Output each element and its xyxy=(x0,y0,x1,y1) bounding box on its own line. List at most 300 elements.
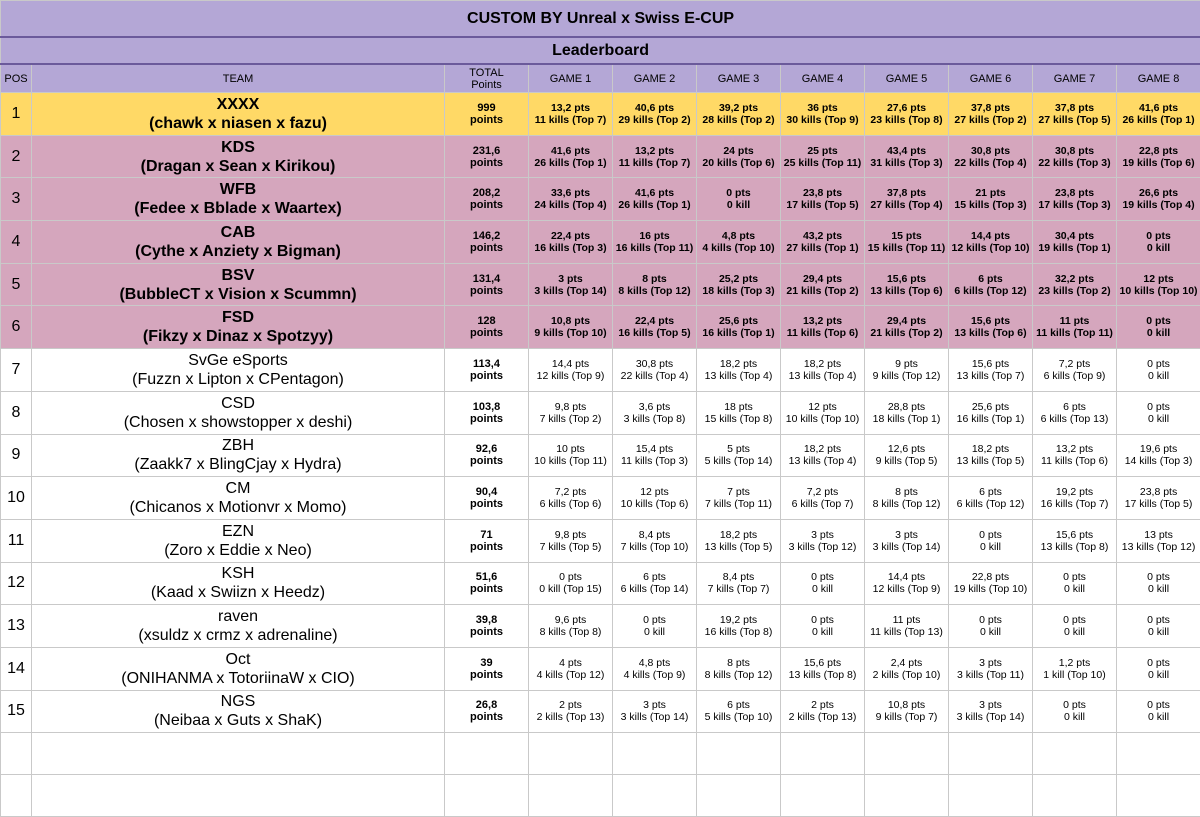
team-cell[interactable] xyxy=(32,562,445,605)
game-6-cell[interactable] xyxy=(949,477,1033,520)
game-4-cell[interactable] xyxy=(781,263,865,306)
game-8-cell[interactable] xyxy=(1117,306,1200,349)
game-kills: 0 kill xyxy=(1117,327,1200,339)
game-kills: 11 kills (Top 13) xyxy=(865,626,948,638)
game-6-cell[interactable] xyxy=(949,647,1033,690)
game-points: 6 pts xyxy=(613,571,696,583)
game-kills: 0 kill xyxy=(1117,370,1200,382)
header-total[interactable] xyxy=(445,64,529,93)
empty-cell[interactable] xyxy=(445,733,529,775)
total-points-cell[interactable] xyxy=(445,93,529,136)
game-6-cell[interactable] xyxy=(949,221,1033,264)
team-cell[interactable] xyxy=(32,178,445,221)
game-1-cell[interactable] xyxy=(529,647,613,690)
game-6-cell[interactable] xyxy=(949,519,1033,562)
game-3-cell[interactable] xyxy=(697,93,781,136)
game-6-cell[interactable] xyxy=(949,605,1033,648)
game-2-cell[interactable] xyxy=(613,221,697,264)
game-points: 15,6 pts xyxy=(1033,529,1116,541)
game-6-cell[interactable] xyxy=(949,349,1033,392)
game-4-cell[interactable] xyxy=(781,434,865,477)
game-4-cell[interactable] xyxy=(781,519,865,562)
empty-cell[interactable] xyxy=(1033,775,1117,817)
game-1-cell[interactable] xyxy=(529,221,613,264)
game-7-cell[interactable] xyxy=(1033,178,1117,221)
leaderboard-row xyxy=(1,306,1200,349)
header-game-5[interactable]: GAME 5 xyxy=(865,64,949,93)
game-2-cell[interactable] xyxy=(613,647,697,690)
game-6-cell[interactable] xyxy=(949,562,1033,605)
total-points-cell[interactable] xyxy=(445,434,529,477)
header-game-1[interactable]: GAME 1 xyxy=(529,64,613,93)
game-points: 9 pts xyxy=(865,358,948,370)
game-3-cell[interactable] xyxy=(697,605,781,648)
game-points: 10 pts xyxy=(529,443,612,455)
game-4-cell[interactable] xyxy=(781,647,865,690)
position-cell[interactable]: 2 xyxy=(1,135,32,178)
game-3-cell[interactable] xyxy=(697,349,781,392)
game-kills: 22 kills (Top 4) xyxy=(613,370,696,382)
game-kills: 0 kill xyxy=(1033,626,1116,638)
empty-cell[interactable] xyxy=(1,733,32,775)
leaderboard-row xyxy=(1,647,1200,690)
game-points: 0 pts xyxy=(1117,614,1200,626)
game-kills: 16 kills (Top 7) xyxy=(1033,498,1116,510)
game-5-cell[interactable] xyxy=(865,477,949,520)
header-game-4[interactable]: GAME 4 xyxy=(781,64,865,93)
team-cell[interactable] xyxy=(32,519,445,562)
leaderboard-row xyxy=(1,690,1200,733)
game-kills: 1 kill (Top 10) xyxy=(1033,669,1116,681)
game-3-cell[interactable] xyxy=(697,434,781,477)
total-points-value: 131,4 xyxy=(445,273,528,285)
game-points: 0 pts xyxy=(1117,401,1200,413)
game-3-cell[interactable] xyxy=(697,519,781,562)
game-points: 12 pts xyxy=(613,486,696,498)
team-name: FSD xyxy=(32,308,444,327)
game-points: 30,8 pts xyxy=(613,358,696,370)
game-points: 10,8 pts xyxy=(865,699,948,711)
game-2-cell[interactable] xyxy=(613,391,697,434)
empty-cell[interactable] xyxy=(613,733,697,775)
game-points: 9,6 pts xyxy=(529,614,612,626)
game-kills: 4 kills (Top 10) xyxy=(697,242,780,254)
game-4-cell[interactable] xyxy=(781,605,865,648)
header-game-6[interactable]: GAME 6 xyxy=(949,64,1033,93)
game-3-cell[interactable] xyxy=(697,391,781,434)
game-8-cell[interactable] xyxy=(1117,519,1200,562)
game-kills: 3 kills (Top 8) xyxy=(613,413,696,425)
team-name: XXXX xyxy=(32,95,444,114)
position-cell[interactable]: 3 xyxy=(1,178,32,221)
total-points-cell[interactable] xyxy=(445,178,529,221)
game-kills: 21 kills (Top 2) xyxy=(865,327,948,339)
total-points-value: 90,4 xyxy=(445,486,528,498)
game-6-cell[interactable] xyxy=(949,178,1033,221)
game-7-cell[interactable] xyxy=(1033,349,1117,392)
game-kills: 7 kills (Top 7) xyxy=(697,583,780,595)
game-8-cell[interactable] xyxy=(1117,562,1200,605)
total-points-cell[interactable] xyxy=(445,690,529,733)
game-3-cell[interactable] xyxy=(697,135,781,178)
game-3-cell[interactable] xyxy=(697,221,781,264)
team-cell[interactable] xyxy=(32,391,445,434)
leaderboard-row xyxy=(1,391,1200,434)
total-points-cell[interactable] xyxy=(445,647,529,690)
game-3-cell[interactable] xyxy=(697,562,781,605)
game-5-cell[interactable] xyxy=(865,391,949,434)
game-2-cell[interactable] xyxy=(613,306,697,349)
game-points: 6 pts xyxy=(949,486,1032,498)
team-cell[interactable] xyxy=(32,690,445,733)
game-2-cell[interactable] xyxy=(613,135,697,178)
game-points: 9,8 pts xyxy=(529,401,612,413)
empty-cell[interactable] xyxy=(697,733,781,775)
game-1-cell[interactable] xyxy=(529,519,613,562)
total-points-cell[interactable] xyxy=(445,306,529,349)
team-cell[interactable] xyxy=(32,93,445,136)
game-kills: 0 kill xyxy=(697,199,780,211)
team-cell[interactable] xyxy=(32,135,445,178)
game-5-cell[interactable] xyxy=(865,434,949,477)
game-kills: 7 kills (Top 2) xyxy=(529,413,612,425)
empty-cell[interactable] xyxy=(1117,733,1200,775)
game-8-cell[interactable] xyxy=(1117,135,1200,178)
team-cell[interactable] xyxy=(32,434,445,477)
game-points: 23,8 pts xyxy=(1033,187,1116,199)
game-8-cell[interactable] xyxy=(1117,391,1200,434)
game-1-cell[interactable] xyxy=(529,93,613,136)
game-8-cell[interactable] xyxy=(1117,690,1200,733)
position-cell[interactable]: 1 xyxy=(1,93,32,136)
game-points: 14,4 pts xyxy=(865,571,948,583)
empty-cell[interactable] xyxy=(32,775,445,817)
game-points: 8,4 pts xyxy=(613,529,696,541)
game-5-cell[interactable] xyxy=(865,690,949,733)
total-points-cell[interactable] xyxy=(445,562,529,605)
game-5-cell[interactable] xyxy=(865,178,949,221)
team-players: (BubbleCT x Vision x Scummn) xyxy=(32,285,444,304)
game-2-cell[interactable] xyxy=(613,562,697,605)
game-8-cell[interactable] xyxy=(1117,349,1200,392)
game-points: 0 pts xyxy=(1033,614,1116,626)
total-points-cell[interactable] xyxy=(445,477,529,520)
game-1-cell[interactable] xyxy=(529,690,613,733)
game-4-cell[interactable] xyxy=(781,562,865,605)
game-8-cell[interactable] xyxy=(1117,605,1200,648)
game-5-cell[interactable] xyxy=(865,93,949,136)
game-kills: 10 kills (Top 10) xyxy=(1117,285,1200,297)
position-cell[interactable]: 10 xyxy=(1,477,32,520)
sheet-title-cell[interactable] xyxy=(1,1,1200,38)
game-5-cell[interactable] xyxy=(865,135,949,178)
game-points: 9,8 pts xyxy=(529,529,612,541)
empty-cell[interactable] xyxy=(1033,733,1117,775)
game-6-cell[interactable] xyxy=(949,93,1033,136)
total-points-cell[interactable] xyxy=(445,135,529,178)
position-cell[interactable]: 5 xyxy=(1,263,32,306)
game-points: 43,4 pts xyxy=(865,145,948,157)
game-points: 0 pts xyxy=(1117,358,1200,370)
game-kills: 16 kills (Top 8) xyxy=(697,626,780,638)
game-points: 3 pts xyxy=(613,699,696,711)
header-game-7[interactable]: GAME 7 xyxy=(1033,64,1117,93)
game-points: 13,2 pts xyxy=(613,145,696,157)
game-points: 0 pts xyxy=(1033,571,1116,583)
game-7-cell[interactable] xyxy=(1033,391,1117,434)
total-points-cell[interactable] xyxy=(445,221,529,264)
position-cell[interactable]: 13 xyxy=(1,605,32,648)
game-4-cell[interactable] xyxy=(781,477,865,520)
game-points: 13 pts xyxy=(1117,529,1200,541)
game-points: 18,2 pts xyxy=(949,443,1032,455)
game-6-cell[interactable] xyxy=(949,690,1033,733)
game-5-cell[interactable] xyxy=(865,263,949,306)
game-5-cell[interactable] xyxy=(865,349,949,392)
game-kills: 22 kills (Top 4) xyxy=(949,157,1032,169)
game-2-cell[interactable] xyxy=(613,93,697,136)
game-2-cell[interactable] xyxy=(613,605,697,648)
total-points-cell[interactable] xyxy=(445,391,529,434)
leaderboard-row xyxy=(1,562,1200,605)
game-5-cell[interactable] xyxy=(865,519,949,562)
empty-cell[interactable] xyxy=(949,775,1033,817)
game-kills: 13 kills (Top 5) xyxy=(697,541,780,553)
game-points: 25,2 pts xyxy=(697,273,780,285)
game-points: 41,6 pts xyxy=(613,187,696,199)
game-kills: 11 kills (Top 7) xyxy=(529,114,612,126)
game-kills: 16 kills (Top 5) xyxy=(613,327,696,339)
empty-cell[interactable] xyxy=(529,775,613,817)
total-points-label: points xyxy=(445,114,528,126)
game-7-cell[interactable] xyxy=(1033,562,1117,605)
game-kills: 9 kills (Top 12) xyxy=(865,370,948,382)
game-points: 6 pts xyxy=(949,273,1032,285)
game-4-cell[interactable] xyxy=(781,391,865,434)
game-1-cell[interactable] xyxy=(529,562,613,605)
position-cell[interactable]: 14 xyxy=(1,647,32,690)
game-points: 7 pts xyxy=(697,486,780,498)
game-points: 33,6 pts xyxy=(529,187,612,199)
position-cell[interactable]: 6 xyxy=(1,306,32,349)
game-kills: 9 kills (Top 10) xyxy=(529,327,612,339)
team-players: (Chosen x showstopper x deshi) xyxy=(32,413,444,432)
game-kills: 0 kill xyxy=(781,583,864,595)
team-cell[interactable] xyxy=(32,647,445,690)
game-5-cell[interactable] xyxy=(865,221,949,264)
team-cell[interactable] xyxy=(32,221,445,264)
header-game-3[interactable]: GAME 3 xyxy=(697,64,781,93)
empty-cell[interactable] xyxy=(781,775,865,817)
game-kills: 19 kills (Top 4) xyxy=(1117,199,1200,211)
game-2-cell[interactable] xyxy=(613,178,697,221)
game-1-cell[interactable] xyxy=(529,178,613,221)
game-3-cell[interactable] xyxy=(697,690,781,733)
position-cell[interactable]: 4 xyxy=(1,221,32,264)
game-1-cell[interactable] xyxy=(529,391,613,434)
game-4-cell[interactable] xyxy=(781,135,865,178)
total-points-value: 71 xyxy=(445,529,528,541)
game-1-cell[interactable] xyxy=(529,434,613,477)
game-kills: 3 kills (Top 11) xyxy=(949,669,1032,681)
header-total-line1: TOTAL xyxy=(445,67,528,79)
game-3-cell[interactable] xyxy=(697,263,781,306)
game-3-cell[interactable] xyxy=(697,477,781,520)
game-5-cell[interactable] xyxy=(865,306,949,349)
team-players: (Zaakk7 x BlingCjay x Hydra) xyxy=(32,455,444,474)
game-kills: 4 kills (Top 9) xyxy=(613,669,696,681)
game-7-cell[interactable] xyxy=(1033,690,1117,733)
game-points: 8 pts xyxy=(613,273,696,285)
game-5-cell[interactable] xyxy=(865,647,949,690)
game-8-cell[interactable] xyxy=(1117,178,1200,221)
empty-cell[interactable] xyxy=(781,733,865,775)
game-3-cell[interactable] xyxy=(697,306,781,349)
position-cell[interactable]: 11 xyxy=(1,519,32,562)
empty-cell[interactable] xyxy=(865,733,949,775)
team-cell[interactable] xyxy=(32,477,445,520)
game-kills: 19 kills (Top 10) xyxy=(949,583,1032,595)
total-points-cell[interactable] xyxy=(445,519,529,562)
empty-cell[interactable] xyxy=(865,775,949,817)
game-points: 25 pts xyxy=(781,145,864,157)
empty-cell[interactable] xyxy=(1,775,32,817)
game-points: 0 pts xyxy=(1117,230,1200,242)
game-points: 37,8 pts xyxy=(949,102,1032,114)
total-points-cell[interactable] xyxy=(445,605,529,648)
header-game-2[interactable]: GAME 2 xyxy=(613,64,697,93)
game-7-cell[interactable] xyxy=(1033,434,1117,477)
game-1-cell[interactable] xyxy=(529,306,613,349)
game-points: 30,8 pts xyxy=(1033,145,1116,157)
empty-cell[interactable] xyxy=(529,733,613,775)
game-points: 0 pts xyxy=(1117,657,1200,669)
game-1-cell[interactable] xyxy=(529,135,613,178)
game-kills: 30 kills (Top 9) xyxy=(781,114,864,126)
position-cell[interactable]: 15 xyxy=(1,690,32,733)
game-8-cell[interactable] xyxy=(1117,477,1200,520)
game-6-cell[interactable] xyxy=(949,434,1033,477)
game-kills: 10 kills (Top 6) xyxy=(613,498,696,510)
position-cell[interactable]: 8 xyxy=(1,391,32,434)
game-5-cell[interactable] xyxy=(865,605,949,648)
game-8-cell[interactable] xyxy=(1117,221,1200,264)
game-points: 29,4 pts xyxy=(781,273,864,285)
empty-cell[interactable] xyxy=(613,775,697,817)
game-kills: 12 kills (Top 9) xyxy=(529,370,612,382)
game-points: 0 pts xyxy=(949,614,1032,626)
leaderboard-heading-cell[interactable] xyxy=(1,37,1200,64)
team-cell[interactable] xyxy=(32,263,445,306)
game-points: 24 pts xyxy=(697,145,780,157)
total-points-cell[interactable] xyxy=(445,263,529,306)
team-name: CM xyxy=(32,479,444,498)
total-points-value: 128 xyxy=(445,315,528,327)
game-4-cell[interactable] xyxy=(781,306,865,349)
game-2-cell[interactable] xyxy=(613,477,697,520)
game-6-cell[interactable] xyxy=(949,263,1033,306)
position-cell[interactable]: 12 xyxy=(1,562,32,605)
empty-cell[interactable] xyxy=(32,733,445,775)
game-kills: 4 kills (Top 12) xyxy=(529,669,612,681)
game-8-cell[interactable] xyxy=(1117,93,1200,136)
game-2-cell[interactable] xyxy=(613,690,697,733)
game-6-cell[interactable] xyxy=(949,135,1033,178)
empty-cell[interactable] xyxy=(445,775,529,817)
empty-cell[interactable] xyxy=(949,733,1033,775)
game-4-cell[interactable] xyxy=(781,690,865,733)
game-8-cell[interactable] xyxy=(1117,434,1200,477)
team-players: (xsuldz x crmz x adrenaline) xyxy=(32,626,444,645)
game-6-cell[interactable] xyxy=(949,306,1033,349)
game-7-cell[interactable] xyxy=(1033,135,1117,178)
position-cell[interactable]: 7 xyxy=(1,349,32,392)
team-players: (Fuzzn x Lipton x CPentagon) xyxy=(32,370,444,389)
game-1-cell[interactable] xyxy=(529,263,613,306)
game-1-cell[interactable] xyxy=(529,605,613,648)
game-2-cell[interactable] xyxy=(613,434,697,477)
game-points: 14,4 pts xyxy=(529,358,612,370)
game-2-cell[interactable] xyxy=(613,519,697,562)
game-4-cell[interactable] xyxy=(781,221,865,264)
game-7-cell[interactable] xyxy=(1033,519,1117,562)
game-kills: 6 kills (Top 13) xyxy=(1033,413,1116,425)
header-pos[interactable]: POS xyxy=(1,64,32,93)
game-8-cell[interactable] xyxy=(1117,647,1200,690)
total-points-cell[interactable] xyxy=(445,349,529,392)
game-1-cell[interactable] xyxy=(529,477,613,520)
game-kills: 10 kills (Top 11) xyxy=(529,455,612,467)
position-cell[interactable]: 9 xyxy=(1,434,32,477)
game-kills: 13 kills (Top 4) xyxy=(781,455,864,467)
game-6-cell[interactable] xyxy=(949,391,1033,434)
game-7-cell[interactable] xyxy=(1033,221,1117,264)
game-1-cell[interactable] xyxy=(529,349,613,392)
game-5-cell[interactable] xyxy=(865,562,949,605)
game-7-cell[interactable] xyxy=(1033,263,1117,306)
header-team[interactable]: TEAM xyxy=(32,64,445,93)
game-2-cell[interactable] xyxy=(613,263,697,306)
team-cell[interactable] xyxy=(32,306,445,349)
game-7-cell[interactable] xyxy=(1033,306,1117,349)
team-cell[interactable] xyxy=(32,605,445,648)
game-7-cell[interactable] xyxy=(1033,93,1117,136)
game-4-cell[interactable] xyxy=(781,349,865,392)
empty-cell[interactable] xyxy=(1117,775,1200,817)
game-7-cell[interactable] xyxy=(1033,647,1117,690)
game-4-cell[interactable] xyxy=(781,178,865,221)
total-points-value: 51,6 xyxy=(445,571,528,583)
total-points-label: points xyxy=(445,285,528,297)
game-2-cell[interactable] xyxy=(613,349,697,392)
game-7-cell[interactable] xyxy=(1033,477,1117,520)
game-7-cell[interactable] xyxy=(1033,605,1117,648)
team-name: NGS xyxy=(32,692,444,711)
empty-cell[interactable] xyxy=(697,775,781,817)
game-kills: 21 kills (Top 2) xyxy=(781,285,864,297)
header-game-8[interactable]: GAME 8 xyxy=(1117,64,1200,93)
game-3-cell[interactable] xyxy=(697,178,781,221)
game-kills: 10 kills (Top 10) xyxy=(781,413,864,425)
game-points: 10,8 pts xyxy=(529,315,612,327)
game-8-cell[interactable] xyxy=(1117,263,1200,306)
game-points: 0 pts xyxy=(697,187,780,199)
team-cell[interactable] xyxy=(32,349,445,392)
game-3-cell[interactable] xyxy=(697,647,781,690)
game-kills: 26 kills (Top 1) xyxy=(529,157,612,169)
game-4-cell[interactable] xyxy=(781,93,865,136)
game-kills: 0 kill xyxy=(1033,583,1116,595)
